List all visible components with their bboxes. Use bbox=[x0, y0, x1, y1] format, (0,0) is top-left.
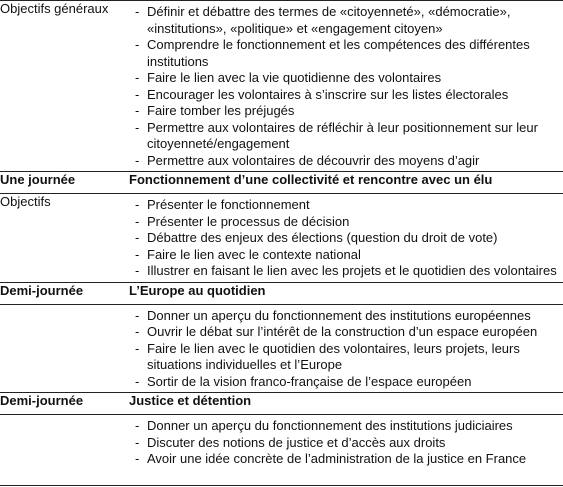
list-item bbox=[129, 435, 563, 452]
bullet-dash: - bbox=[135, 70, 140, 85]
list-item-text: Permettre aux volontaires de réfléchir à leur positionnement sur leur citoyenneté/engagement bbox=[147, 119, 538, 151]
list-item-text: Avoir une idée concrète de l’administration de la justice en France bbox=[147, 451, 527, 466]
list-item-text: Sortir de la vision franco-française de l’espace européen bbox=[147, 373, 472, 389]
bullet-dash: - bbox=[135, 103, 140, 118]
bullet-dash: - bbox=[135, 213, 140, 229]
bullet-dash: - bbox=[135, 418, 140, 433]
list-item-text: Définir et débattre des termes de «citoyenneté», «démocratie», «institutions», «politique» et «engagement citoyen» bbox=[147, 4, 511, 36]
bullet-dash: - bbox=[135, 451, 140, 466]
general-objectives-label: Objectifs généraux bbox=[0, 1, 109, 16]
module-objectives-list bbox=[129, 305, 563, 393]
list-item bbox=[129, 214, 563, 231]
bullet-dash: - bbox=[135, 119, 140, 135]
bullet-dash: - bbox=[135, 86, 140, 102]
module-objectives-cell bbox=[129, 194, 563, 283]
list-item bbox=[129, 87, 563, 104]
module-objectives-label: Objectifs bbox=[0, 194, 129, 283]
list-item bbox=[129, 120, 563, 153]
list-item-text: Illustrer en faisant le lien avec les projets et le quotidien des volontaires bbox=[147, 263, 557, 278]
module-objectives-cell bbox=[129, 415, 563, 470]
list-item bbox=[129, 374, 563, 391]
module-objectives-row bbox=[0, 194, 563, 283]
program-table bbox=[0, 1, 563, 470]
module-header-row bbox=[0, 393, 563, 415]
list-item-text: Faire tomber les préjugés bbox=[147, 103, 295, 118]
list-item bbox=[129, 197, 563, 214]
list-item-text: Donner un aperçu du fonctionnement des institutions judiciaires bbox=[147, 418, 513, 433]
module-objectives-label-empty bbox=[0, 304, 129, 393]
module-duration: Demi-journée bbox=[0, 282, 129, 304]
list-item bbox=[129, 4, 563, 37]
general-objectives-row bbox=[0, 1, 563, 172]
list-item bbox=[129, 324, 563, 341]
bullet-dash: - bbox=[135, 37, 140, 52]
list-item bbox=[129, 263, 563, 280]
module-title: L’Europe au quotidien bbox=[129, 282, 563, 304]
bullet-dash: - bbox=[135, 152, 140, 168]
module-header-row bbox=[0, 282, 563, 304]
module-header-row bbox=[0, 172, 563, 194]
bullet-dash: - bbox=[135, 307, 140, 323]
list-item-text: Comprendre le fonctionnement et les compétences des différentes institutions bbox=[147, 37, 530, 69]
list-item bbox=[129, 230, 563, 247]
bullet-dash: - bbox=[135, 4, 140, 19]
module-title: Justice et détention bbox=[129, 393, 563, 415]
bullet-dash: - bbox=[135, 197, 140, 212]
bullet-dash: - bbox=[135, 340, 140, 356]
list-item bbox=[129, 341, 563, 374]
list-item-text: Encourager les volontaires à s’inscrire sur les listes électorales bbox=[147, 86, 509, 102]
list-item-text: Faire le lien avec la vie quotidienne des volontaires bbox=[147, 70, 442, 85]
list-item bbox=[129, 308, 563, 325]
list-item-text: Donner un aperçu du fonctionnement des institutions européennes bbox=[147, 307, 531, 323]
module-objectives-list bbox=[129, 194, 563, 282]
general-objectives-cell bbox=[129, 1, 563, 172]
list-item-text: Permettre aux volontaires de découvrir des moyens d’agir bbox=[147, 152, 480, 168]
bullet-dash: - bbox=[135, 246, 140, 262]
general-objectives-list bbox=[129, 1, 563, 171]
list-item bbox=[129, 70, 563, 87]
list-item bbox=[129, 451, 563, 468]
list-item-text: Discuter des notions de justice et d’accès aux droits bbox=[147, 434, 446, 450]
list-item-text: Faire le lien avec le contexte national bbox=[147, 246, 361, 262]
module-objectives-label-empty bbox=[0, 415, 129, 470]
list-item bbox=[129, 418, 563, 435]
list-item-text: Présenter le fonctionnement bbox=[147, 197, 310, 212]
bullet-dash: - bbox=[135, 230, 140, 245]
list-item-text: Présenter le processus de décision bbox=[147, 213, 350, 229]
module-objectives-list bbox=[129, 415, 563, 470]
module-objectives-cell bbox=[129, 304, 563, 393]
list-item bbox=[129, 37, 563, 70]
module-objectives-row bbox=[0, 415, 563, 470]
list-item-text: Débattre des enjeux des élections (question du droit de vote) bbox=[147, 230, 498, 245]
list-item bbox=[129, 103, 563, 120]
module-title: Fonctionnement d’une collectivité et rencontre avec un élu bbox=[129, 172, 563, 194]
bullet-dash: - bbox=[135, 373, 140, 389]
module-duration: Demi-journée bbox=[0, 393, 129, 415]
bullet-dash: - bbox=[135, 434, 140, 450]
bullet-dash: - bbox=[135, 263, 140, 278]
module-objectives-row bbox=[0, 304, 563, 393]
list-item-text: Faire le lien avec le quotidien des volontaires, leurs projets, leurs situations individuelles et l’Europe bbox=[147, 340, 520, 372]
module-duration: Une journée bbox=[0, 172, 129, 194]
list-item bbox=[129, 247, 563, 264]
list-item bbox=[129, 153, 563, 170]
bullet-dash: - bbox=[135, 324, 140, 339]
list-item-text: Ouvrir le débat sur l’intérêt de la construction d’un espace européen bbox=[147, 324, 538, 339]
